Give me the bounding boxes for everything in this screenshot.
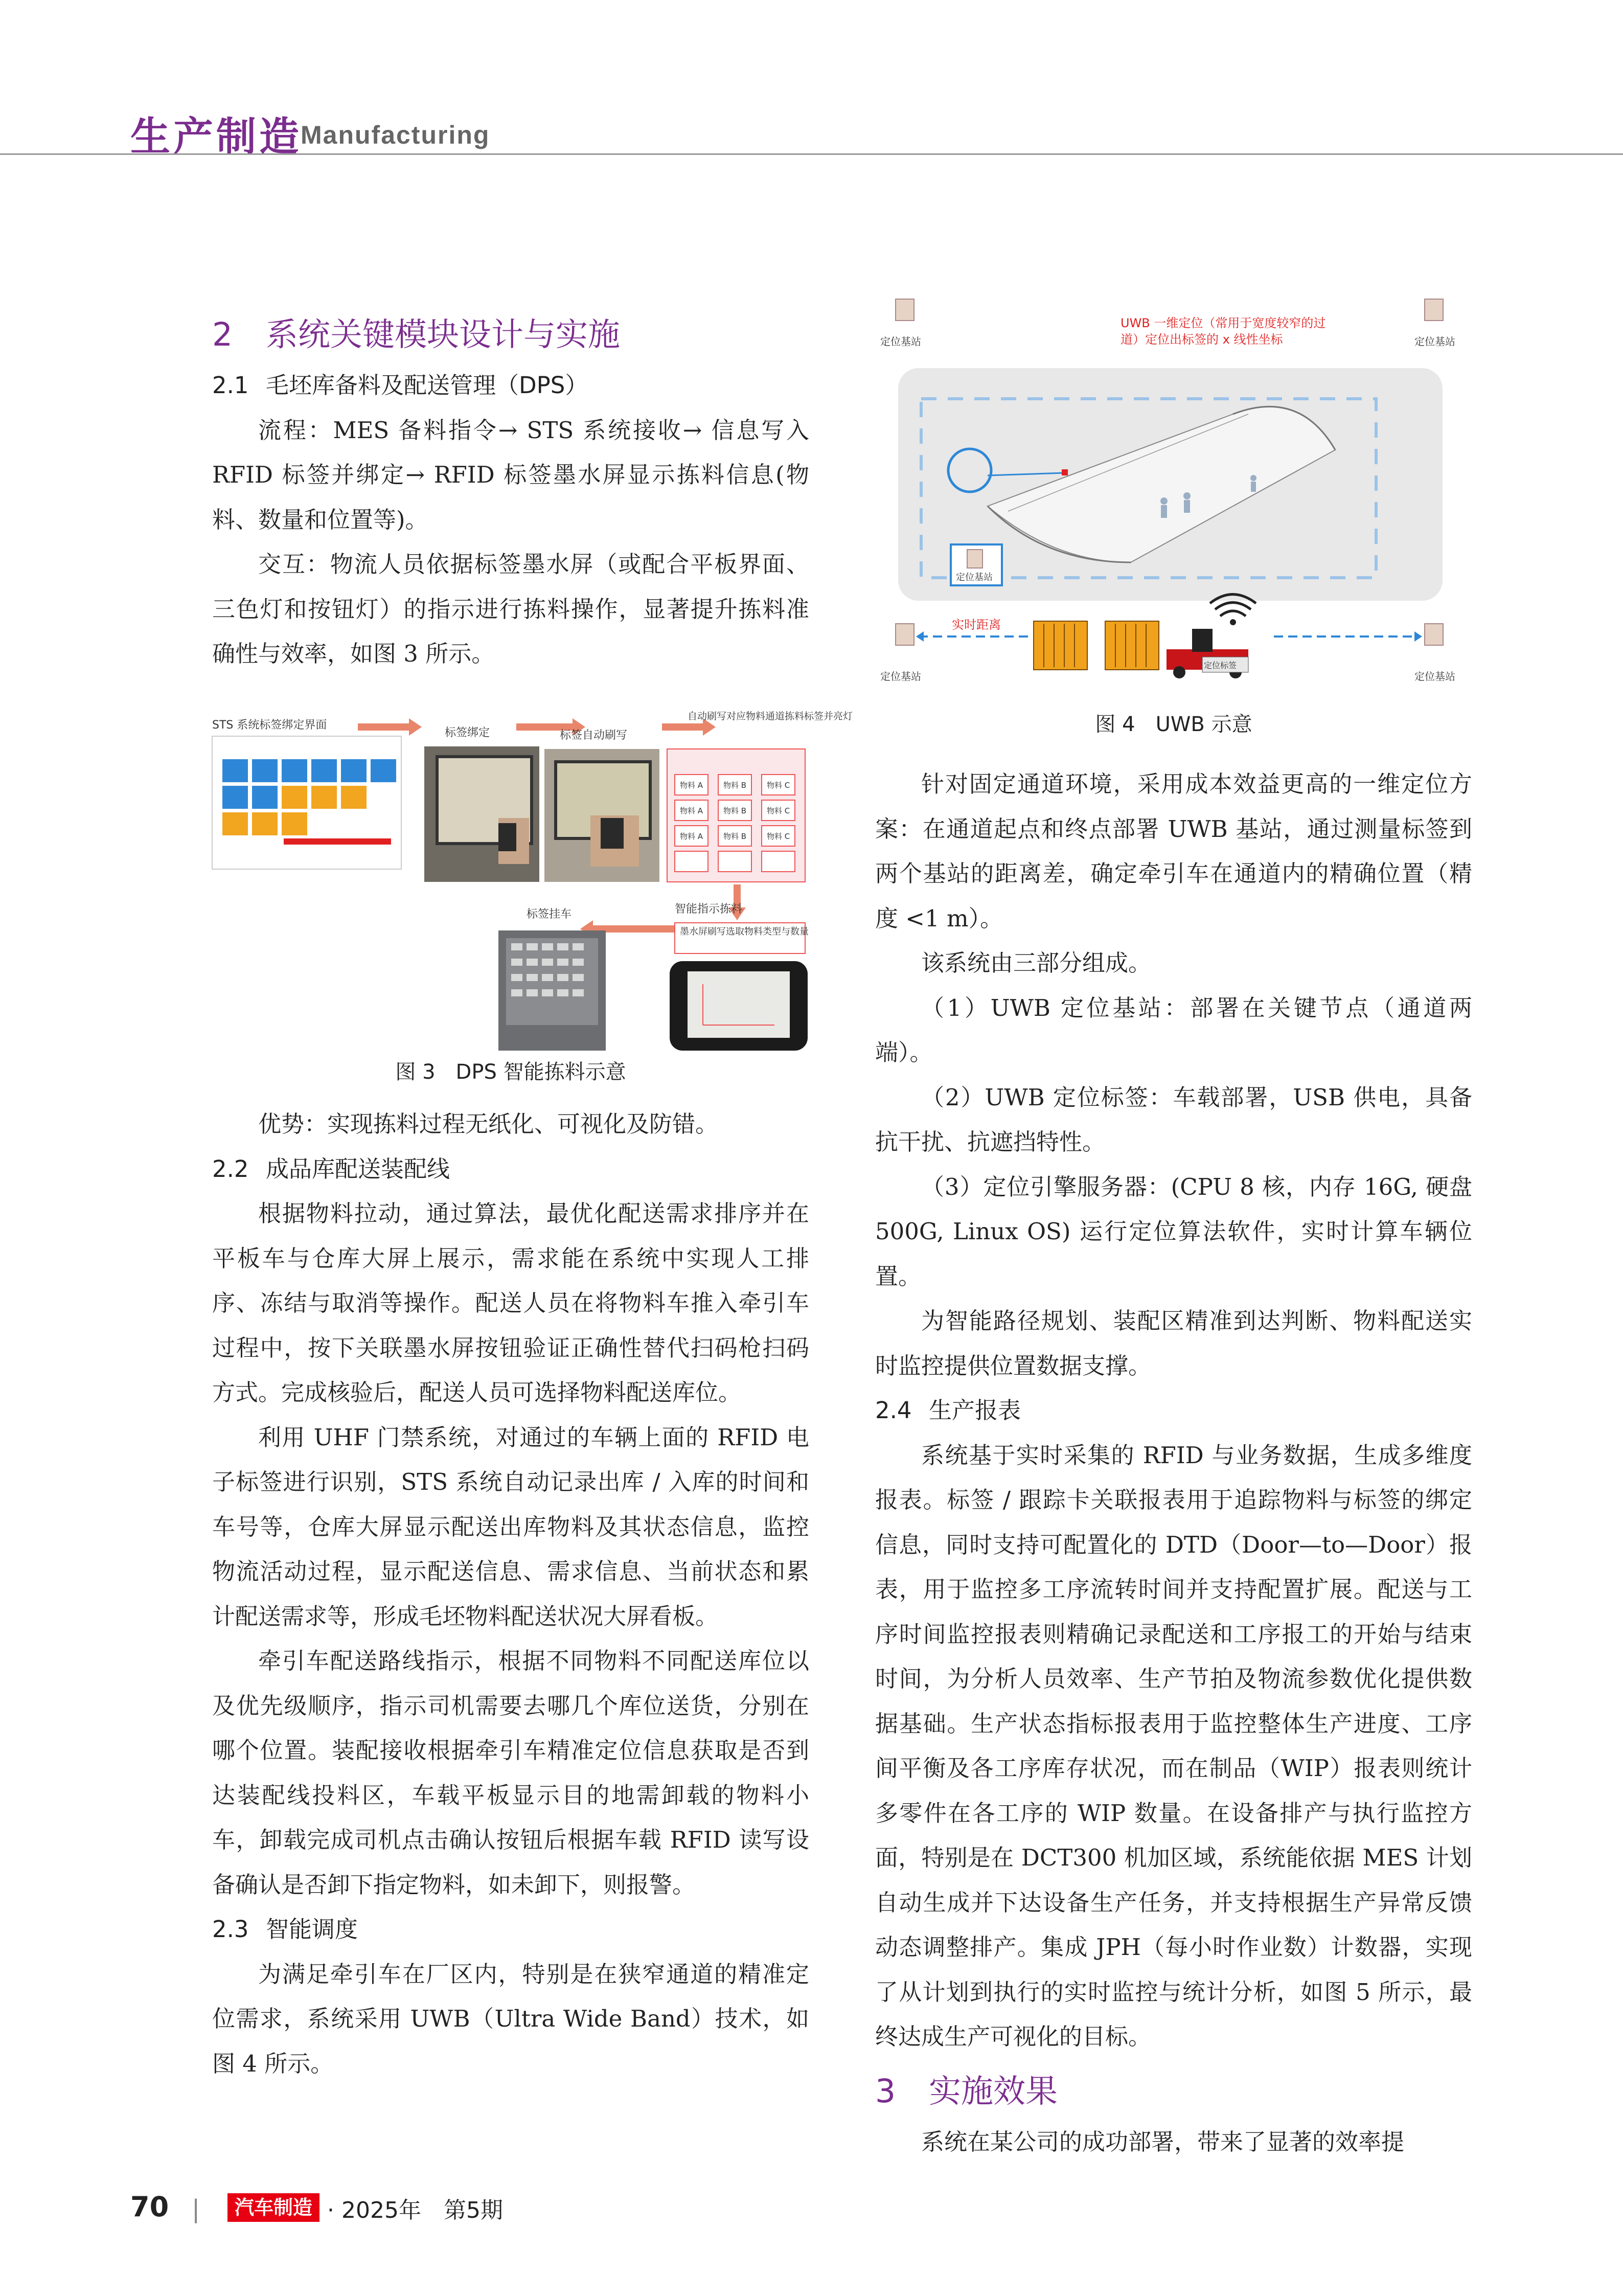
paragraph: 为智能路径规划、装配区精准到达判断、物料配送实时监控提供位置数据支撑。	[875, 1307, 1472, 1379]
heading-section-2: 2 系统关键模块设计与实施	[212, 316, 620, 353]
paragraph: 交互：物流人员依据标签墨水屏（或配合平板界面、三色灯和按钮灯）的指示进行拣料操作，显著提升拣料准确性与效率，如图 3 所示。	[212, 551, 809, 667]
paragraph: 利用 UHF 门禁系统，对通过的车辆上面的 RFID 电子标签进行识别，STS 系统自动记录出库 / 入库的时间和车号等，仓库大屏显示配送出库物料及其状态信息，监控物流活动过程，显示配送信息、需求信息、当前状态和累计配送需求等，形成毛坯物料配送状况大屏看板。	[212, 1423, 809, 1630]
uwb-note: UWB 一维定位（常用于宽度较窄的过 道）定位出标签的 x 线性坐标	[1121, 316, 1326, 347]
label-light: 自动刷写对应物料通道拣料标签并亮灯	[688, 711, 853, 722]
heading-2-1: 2.1 毛坯库备料及配送管理（DPS）	[212, 372, 588, 399]
label-hang: 标签挂车	[527, 908, 572, 921]
figure-3-caption: 图 3 DPS 智能拣料示意	[395, 1060, 626, 1084]
paragraph: 牵引车配送路线指示，根据不同物料不同配送库位以及优先级顺序，指示司机需要去哪几个库位送货，分别在哪个位置。装配接收根据牵引车精准定位信息获取是否到达装配线投料区，车载平板显示目的地需卸载的物料小车，卸载完成司机点击确认按钮后根据车载 RFID 读写设备确认是否卸下指定物料，如未卸下，则报警。	[212, 1647, 809, 1898]
heading-2-3: 2.3 智能调度	[212, 1916, 358, 1943]
station-label: 定位基站	[1414, 670, 1455, 683]
label-bind: 标签绑定	[445, 726, 490, 739]
label-auto: 标签自动刷写	[560, 729, 628, 742]
paragraph: （1）UWB 定位基站：部署在关键节点（通道两端）。	[875, 994, 1472, 1066]
paragraph: 系统在某公司的成功部署，带来了显著的效率提	[921, 2128, 1405, 2155]
heading-2-2: 2.2 成品库配送装配线	[212, 1155, 450, 1183]
dps-diagram	[212, 708, 853, 1056]
uwb-diagram	[875, 297, 1472, 706]
station-label: 定位基站	[880, 670, 921, 683]
paragraph: 为满足牵引车在厂区内，特别是在狭窄通道的精准定位需求，系统采用 UWB（Ultra Wide Band）技术，如图 4 所示。	[212, 1960, 809, 2077]
grid-cell: 物料 A	[680, 806, 703, 815]
header-rule	[0, 153, 1623, 155]
tag-label: 定位标签	[1204, 661, 1237, 670]
paragraph: 流程：MES 备料指令→ STS 系统接收→ 信息写入 RFID 标签并绑定→ RFID 标签墨水屏显示拣料信息(物料、数量和位置等)。	[212, 416, 809, 533]
grid-cell: 物料 A	[680, 781, 703, 790]
paragraph: （3）定位引擎服务器：(CPU 8 核，内存 16G, 硬盘 500G, Linux OS) 运行定位算法软件，实时计算车辆位置。	[875, 1173, 1472, 1290]
section-title-en: Manufacturing	[301, 121, 490, 149]
paragraph: 优势：实现拣料过程无纸化、可视化及防错。	[258, 1110, 719, 1138]
magazine-logo: 汽车制造业	[227, 2193, 319, 2222]
grid-cell: 物料 C	[767, 806, 790, 815]
paragraph: 针对固定通道环境，采用成本效益更高的一维定位方案：在通道起点和终点部署 UWB 基站，通过测量标签到两个基站的距离差，确定牵引车在通道内的精确位置（精度 <1 m）。	[875, 770, 1472, 932]
right-column	[875, 762, 1472, 2164]
grid-cell: 物料 C	[767, 832, 790, 841]
figure-4-caption: 图 4 UWB 示意	[1095, 713, 1252, 736]
paragraph: 根据物料拉动，通过算法，最优化配送需求排序并在平板车与仓库大屏上展示，需求能在系统中实现人工排序、冻结与取消等操作。配送人员在将物料车推入牵引车过程中，按下关联墨水屏按钮验证正确性替代扫码枪扫码方式。完成核验后，配送人员可选择物料配送库位。	[212, 1200, 809, 1406]
station-label: 定位基站	[880, 335, 921, 348]
figure-3	[212, 708, 853, 1084]
station-label: 定位基站	[1414, 335, 1455, 348]
left-column-bottom	[212, 1102, 809, 2086]
realtime-label: 实时距离	[952, 618, 1001, 632]
label-ink: 墨水屏刷写选取物料类型与数量	[680, 926, 809, 937]
station-label: 定位基站	[956, 572, 993, 583]
paragraph: 系统基于实时采集的 RFID 与业务数据，生成多维度报表。标签 / 跟踪卡关联报表用于追踪物料与标签的绑定信息，同时支持可配置化的 DTD（Door—to—Door）报表，用于监控多工序流转时间并支持配置扩展。配送与工序时间监控报表则精确记录配送和工序报工的开始与结束时间，为分析人员效率、生产节拍及物流参数优化提供数据基础。生产状态指标报表用于监控整体生产进度、工序间平衡及各工序库存状况，而在制品（WIP）报表则统计多零件在各工序的 WIP 数量。在设备排产与执行监控方面，特别是在 DCT300 机加区域，系统能依据 MES 计划自动生成并下达设备生产任务，并支持根据生产异常反馈动态调整排产。集成 JPH（每小时作业数）计数器，实现了从计划到执行的实时监控与统计分析，如图 5 所示，最终达成生产可视化的目标。	[875, 1441, 1472, 2050]
footer-separator: |	[192, 2195, 200, 2223]
grid-cell: 物料 B	[723, 781, 747, 790]
paragraph: 该系统由三部分组成。	[921, 949, 1152, 976]
label-sts: STS 系统标签绑定界面	[212, 719, 327, 732]
label-pick: 智能指示拣料	[675, 903, 743, 916]
paragraph: （2）UWB 定位标签：车载部署，USB 供电，具备抗干扰、抗遮挡特性。	[875, 1083, 1472, 1155]
issue-label: · 2025年 第5期	[327, 2197, 503, 2223]
grid-cell: 物料 B	[723, 832, 747, 841]
grid-cell: 物料 A	[680, 832, 703, 841]
page-number: 70	[130, 2191, 169, 2223]
grid-cell: 物料 B	[723, 806, 747, 815]
left-column-top	[212, 307, 809, 676]
heading-section-3: 3 实施效果	[875, 2072, 1058, 2110]
heading-2-4: 2.4 生产报表	[875, 1397, 1021, 1424]
grid-cell: 物料 C	[767, 781, 790, 790]
section-title: 生产制造	[130, 114, 303, 160]
figure-4	[875, 297, 1472, 752]
